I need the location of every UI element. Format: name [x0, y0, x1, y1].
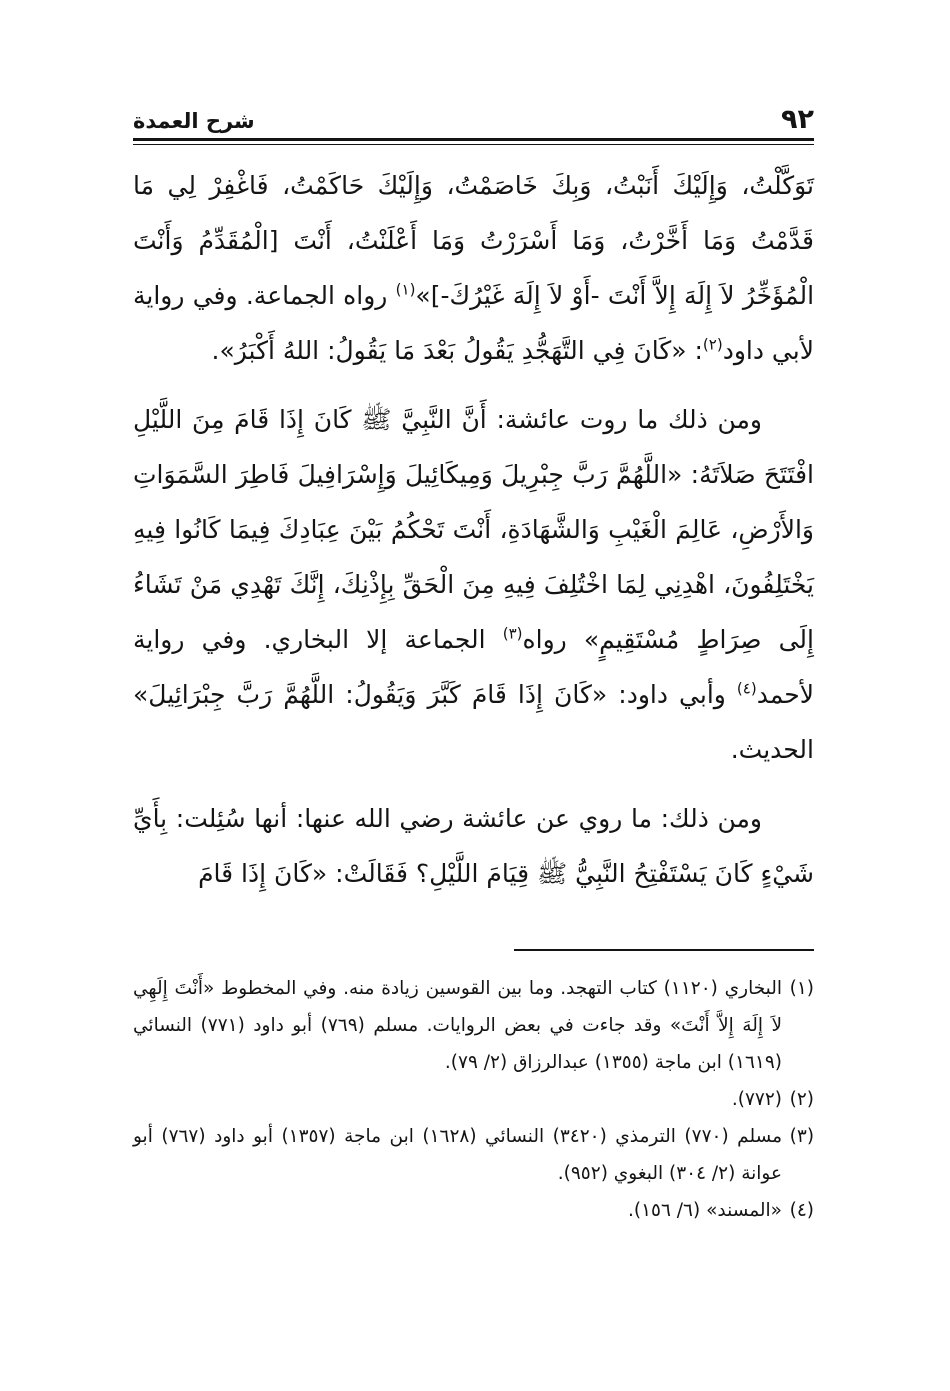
footnote-marker: (٤) — [736, 679, 757, 698]
text-segment: ومن ذلك ما روت عائشة: أَنَّ النَّبِيَّ ﷺ كَانَ إِذَا قَامَ مِنَ اللَّيْلِ افْتَتَحَ صَلاَتَهُ: «اللَّهُمَّ رَبَّ جِبْرِيلَ وَمِيكَائِيلَ وَإِسْرَافِيلَ فَاطِرَ السَّمَوَاتِ وَالأَرْضِ، عَالِمَ الْغَيْبِ وَالشَّهَادَةِ، أَنْتَ تَحْكُمُ بَيْنَ عِبَادِكَ فِيمَا كَانُوا فِيهِ يَخْتَلِفُونَ، اهْدِنِي لِمَا اخْتُلِفَ فِيهِ مِنَ الْحَقِّ بِإِذْنِكَ، إِنَّكَ تَهْدِي مَنْ تَشَاءُ إِلَى صِرَاطٍ مُسْتَقِيمٍ» رواه — [133, 405, 814, 654]
footnote-text: «المسند» (٦/ ١٥٦). — [628, 1200, 782, 1221]
paragraph-p3 — [133, 791, 814, 901]
footnote-number: (١) — [789, 978, 815, 999]
header-rule-thick — [133, 138, 814, 141]
text-segment: الجماعة إلا البخاري. وفي رواية لأحمد — [133, 625, 814, 709]
text-segment: : «كَانَ فِي التَّهَجُّدِ يَقُولُ بَعْدَ مَا يَقُولُ: اللهُ أَكْبَرُ». — [211, 336, 703, 365]
footnote-text: البخاري (١١٢٠) كتاب التهجد. وما بين القوسين زيادة منه. وفي المخطوط «أَنْتَ إِلَهِي لاَ إِلَهَ إِلاَّ أَنْتَ» وقد جاءت في بعض الروايات. مسلم (٧٦٩) أبو داود (٧٧١) النسائي (١٦١٩) ابن ماجة (١٣٥٥) عبدالرزاق (٢/ ٧٩). — [133, 978, 783, 1073]
footnote-marker: (١) — [395, 280, 416, 299]
footnote-item — [133, 970, 814, 1081]
footnote-number: (٤) — [789, 1200, 814, 1221]
footnote-item — [133, 1118, 814, 1192]
footnotes — [133, 970, 814, 1229]
main-text — [133, 158, 814, 901]
footnote-separator — [514, 949, 814, 951]
footnote-text: (٧٧٢). — [731, 1089, 782, 1110]
footnote-number: (٢) — [789, 1089, 814, 1110]
footnote-number: (٣) — [789, 1126, 815, 1147]
footnote-item — [133, 1081, 814, 1118]
footnote-item — [133, 1192, 814, 1229]
text-segment: رواه الجماعة. وفي رواية لأبي داود — [133, 281, 814, 365]
footnote-marker: (٣) — [502, 624, 523, 643]
footnote-text: مسلم (٧٧٠) الترمذي (٣٤٢٠) النسائي (١٦٢٨) ابن ماجة (١٣٥٧) أبو داود (٧٦٧) أبو عوانة (٢/ ٣٠٤) البغوي (٩٥٢). — [133, 1126, 783, 1184]
text-segment: ومن ذلك: ما روي عن عائشة رضي الله عنها: أنها سُئِلت: بِأَيِّ شَيْءٍ كَانَ يَسْتَفْتِحُ النَّبِيُّ ﷺ قِيَامَ اللَّيْلِ؟ فَقَالَتْ: «كَانَ إِذَا قَامَ — [133, 804, 814, 888]
header-rule-thin — [133, 144, 814, 145]
paragraph-p1 — [133, 158, 814, 378]
page-number: ٩٢ — [781, 104, 814, 135]
paragraph-p2 — [133, 392, 814, 777]
running-title: شرح العمدة — [133, 109, 255, 133]
footnote-marker: (٢) — [702, 335, 723, 354]
text-segment: تَوَكَّلْتُ، وَإِلَيْكَ أَنَبْتُ، وَبِكَ خَاصَمْتُ، وَإِلَيْكَ حَاكَمْتُ، فَاغْفِرْ لِي مَا قَدَّمْتُ وَمَا أَخَّرْتُ، وَمَا أَسْرَرْتُ وَمَا أَعْلَنْتُ، أَنْتَ [الْمُقَدِّمُ وَأَنْتَ الْمُؤَخِّرُ لاَ إِلَهَ إِلاَّ أَنْتَ -أَوْ لاَ إِلَهَ غَيْرُكَ-]» — [133, 171, 815, 310]
text-segment: وأبي داود: «كَانَ إِذَا قَامَ كَبَّرَ وَيَقُولُ: اللَّهُمَّ رَبَّ جِبْرَائِيلَ» الحديث. — [133, 680, 814, 764]
